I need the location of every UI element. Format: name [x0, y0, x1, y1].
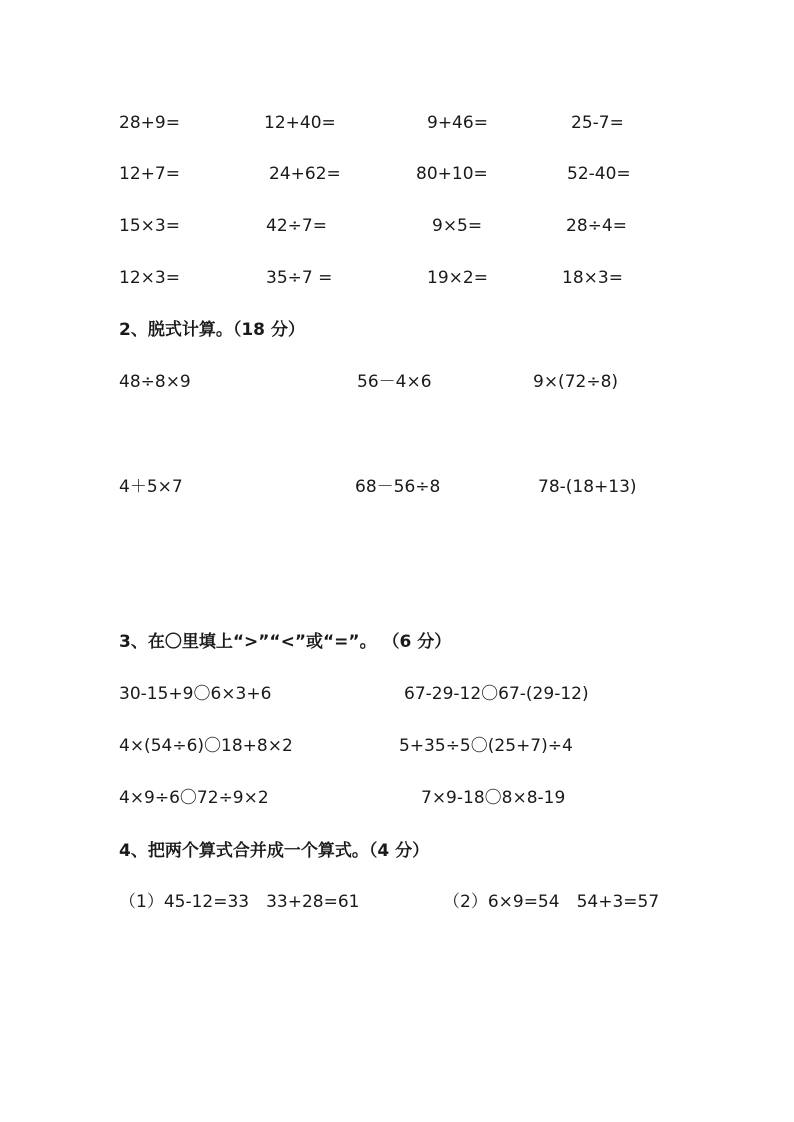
- compare-item: 7×9-18〇8×8-19: [421, 788, 566, 808]
- oral-calc-item: 19×2=: [427, 268, 488, 288]
- oral-calc-item: 42÷7=: [266, 216, 327, 236]
- oral-calc-item: 12+40=: [264, 113, 336, 133]
- section3-heading: 3、在〇里填上“>”“<”或“=”。 （6 分）: [119, 632, 452, 652]
- oral-calc-item: 80+10=: [416, 164, 488, 184]
- compare-item: 4×9÷6〇72÷9×2: [119, 788, 269, 808]
- oral-calc-item: 18×3=: [562, 268, 623, 288]
- oral-calc-item: 35÷7 =: [266, 268, 333, 288]
- step-calc-item: 48÷8×9: [119, 372, 191, 392]
- step-calc-item: 56－4×6: [357, 372, 432, 392]
- compare-item: 4×(54÷6)〇18+8×2: [119, 736, 293, 756]
- oral-calc-item: 28+9=: [119, 113, 180, 133]
- section2-heading: 2、脱式计算。（18 分）: [119, 320, 305, 340]
- step-calc-item: 68－56÷8: [355, 477, 441, 497]
- step-calc-item: 9×(72÷8): [533, 372, 619, 392]
- oral-calc-item: 24+62=: [269, 164, 341, 184]
- compare-item: 67-29-12〇67-(29-12): [404, 684, 589, 704]
- section4-heading: 4、把两个算式合并成一个算式。（4 分）: [119, 841, 430, 861]
- step-calc-item: 78-(18+13): [538, 477, 637, 497]
- compare-item: 5+35÷5〇(25+7)÷4: [399, 736, 573, 756]
- oral-calc-item: 12×3=: [119, 268, 180, 288]
- step-calc-item: 4＋5×7: [119, 477, 183, 497]
- compare-item: 30-15+9〇6×3+6: [119, 684, 272, 704]
- oral-calc-item: 28÷4=: [566, 216, 627, 236]
- oral-calc-item: 52-40=: [567, 164, 631, 184]
- oral-calc-item: 25-7=: [571, 113, 624, 133]
- oral-calc-item: 9+46=: [427, 113, 488, 133]
- merge-item: （2）6×9=54 54+3=57: [443, 892, 660, 912]
- merge-item: （1）45-12=33 33+28=61: [119, 892, 360, 912]
- oral-calc-item: 15×3=: [119, 216, 180, 236]
- oral-calc-item: 12+7=: [119, 164, 180, 184]
- oral-calc-item: 9×5=: [432, 216, 483, 236]
